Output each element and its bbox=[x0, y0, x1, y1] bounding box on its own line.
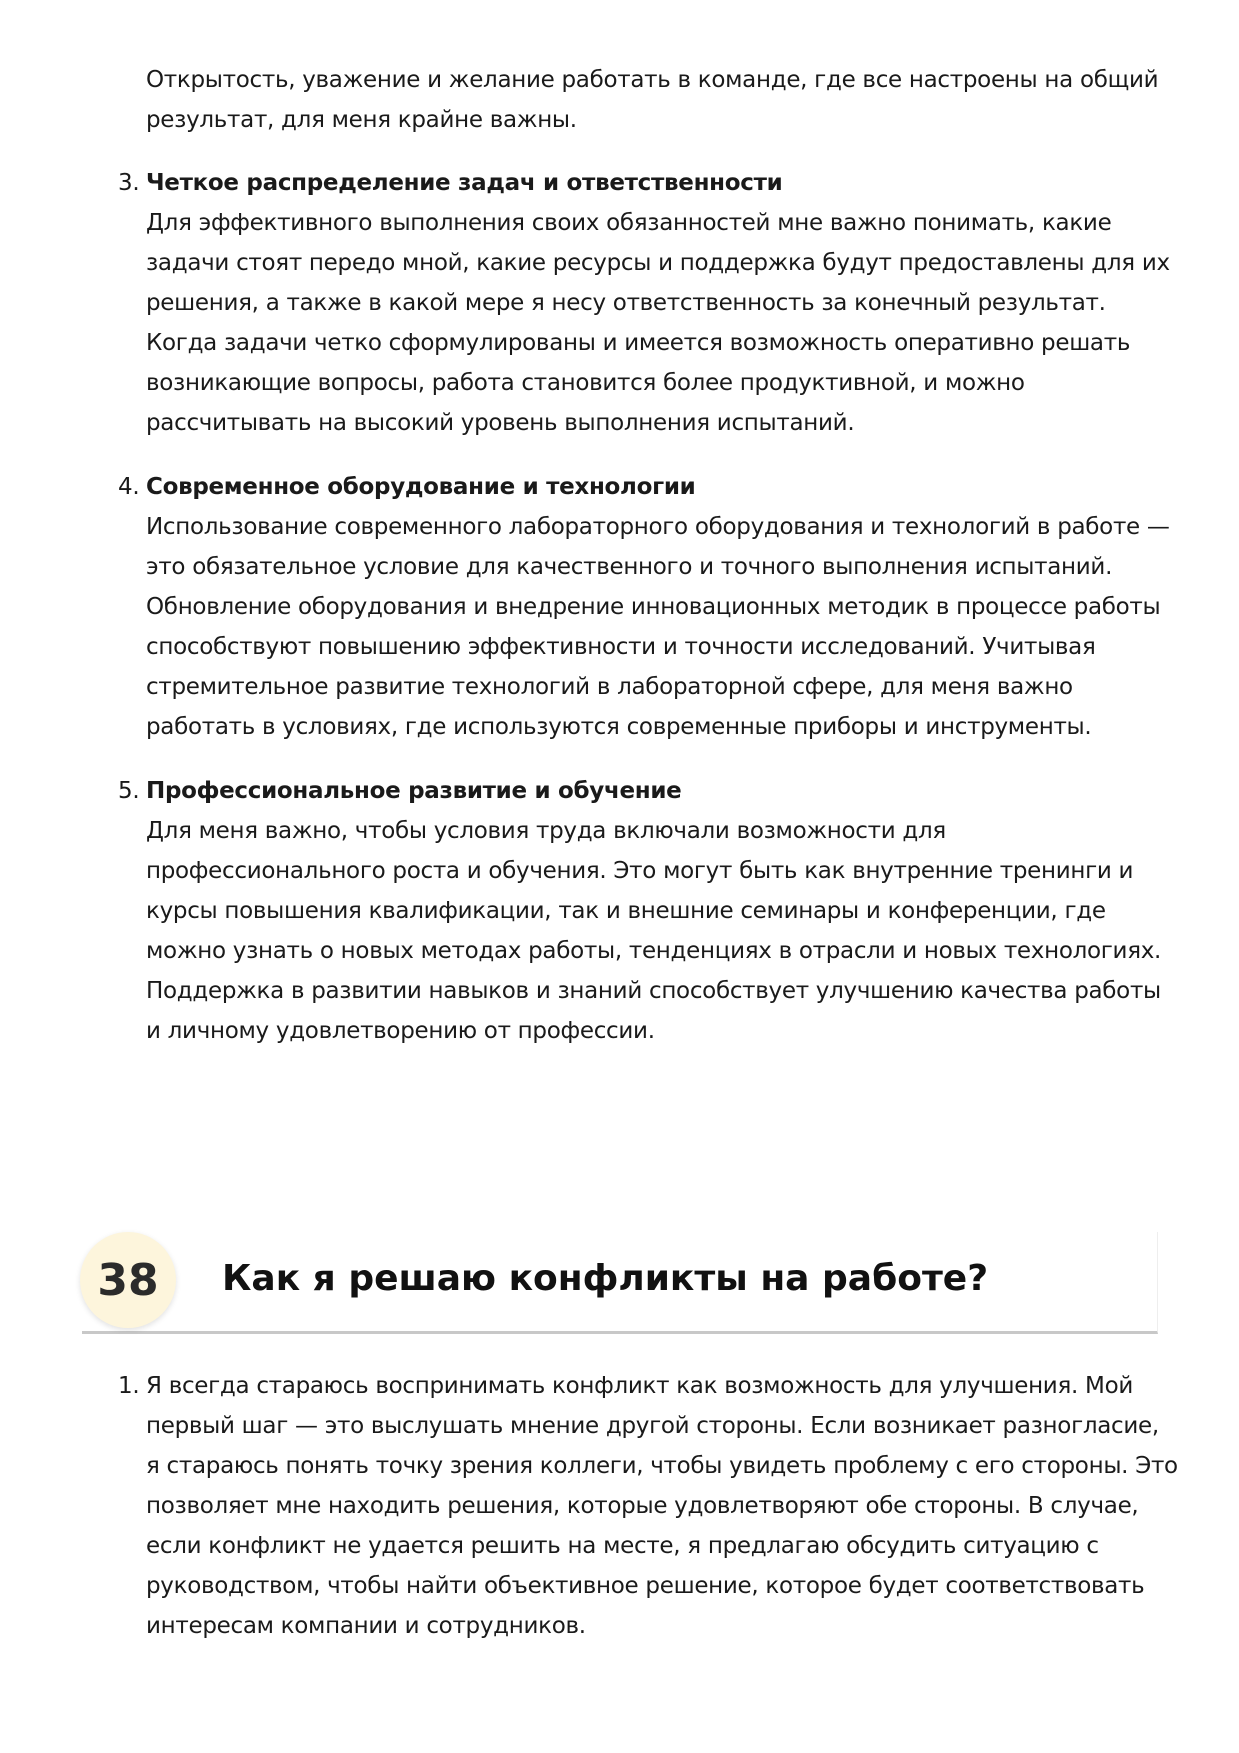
list-item-heading: Современное оборудование и технологии bbox=[146, 474, 696, 500]
section-title: Как я решаю конфликты на работе? bbox=[222, 1258, 989, 1299]
list-item-body: Для эффективного выполнения своих обязанностей мне важно понимать, какие задачи стоят передо мной, какие ресурсы и поддержка будут предоставлены для их решения, а также в какой мере я несу ответственность за конечный результат. Когда задачи четко сформулированы и имеется возможность оперативно решать возникающие вопросы, работа становится более продуктивной, и можно рассчитывать на высокий уровень выполнения испытаний. bbox=[146, 210, 1170, 436]
list-item-4 bbox=[118, 467, 1178, 747]
list-item-5 bbox=[118, 771, 1178, 1051]
list-item-number: 1. bbox=[118, 1373, 140, 1399]
list-item-heading: Четкое распределение задач и ответственности bbox=[146, 170, 783, 196]
section-list-item-1 bbox=[118, 1366, 1178, 1646]
list-item-body: Для меня важно, чтобы условия труда включали возможности для профессионального роста и обучения. Это могут быть как внутренние тренинги и курсы повышения квалификации, так и внешние семинары и конференции, где можно узнать о новых методах работы, тенденциях в отрасли и новых технологиях. Поддержка в развитии навыков и знаний способствует улучшению качества работы и личному удовлетворению от профессии. bbox=[146, 818, 1162, 1044]
list-item-3 bbox=[118, 163, 1178, 443]
list-item-number: 3. bbox=[118, 170, 140, 196]
list-item-body: Я всегда стараюсь воспринимать конфликт как возможность для улучшения. Мой первый шаг — это выслушать мнение другой стороны. Если возникает разногласие, я стараюсь понять точку зрения коллеги, чтобы увидеть проблему с его стороны. Это позволяет мне находить решения, которые удовлетворяют обе стороны. В случае, если конфликт не удается решить на месте, я предлагаю обсудить ситуацию с руководством, чтобы найти объективное решение, которое будет соответствовать интересам компании и сотрудников. bbox=[146, 1373, 1178, 1639]
list-item-heading: Профессиональное развитие и обучение bbox=[146, 778, 682, 804]
list-item-number: 5. bbox=[118, 778, 140, 804]
section-number-badge: 38 bbox=[80, 1232, 176, 1328]
intro-paragraph bbox=[146, 60, 1166, 140]
list-item-number: 4. bbox=[118, 474, 140, 500]
list-item-body: Использование современного лабораторного оборудования и технологий в работе — это обязательное условие для качественного и точного выполнения испытаний. Обновление оборудования и внедрение инновационных методик в процессе работы способствуют повышению эффективности и точности исследований. Учитывая стремительное развитие технологий в лабораторной сфере, для меня важно работать в условиях, где используются современные приборы и инструменты. bbox=[146, 514, 1170, 740]
intro-text: Открытость, уважение и желание работать в команде, где все настроены на общий результат, для меня крайне важны. bbox=[146, 67, 1159, 133]
